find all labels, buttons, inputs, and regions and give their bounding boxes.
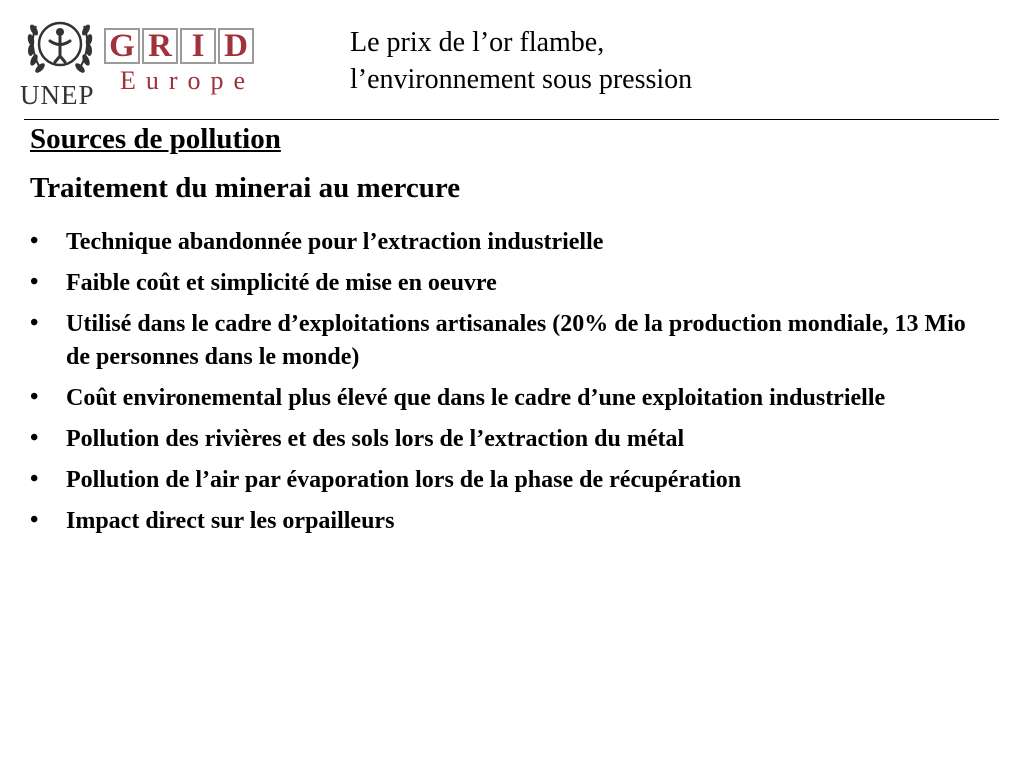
- bullet-glyph: •: [30, 384, 39, 410]
- bullet-item: [30, 226, 970, 259]
- grid-letter-i: I: [180, 28, 216, 64]
- header-divider: [24, 119, 999, 120]
- bullet-text: Faible coût et simplicité de mise en oeuvre: [66, 270, 497, 296]
- grid-letter-r: R: [142, 28, 178, 64]
- bullet-item: [30, 308, 970, 374]
- bullet-item: [30, 505, 970, 538]
- subheading: Traitement du minerai au mercure: [30, 172, 461, 204]
- bullet-glyph: •: [30, 310, 39, 336]
- grid-letter-boxes: [104, 28, 254, 64]
- bullet-item: [30, 267, 970, 300]
- slide-header: [0, 0, 1024, 120]
- bullet-text: Impact direct sur les orpailleurs: [66, 508, 395, 534]
- slide-title-line-1: Le prix de l’or flambe,: [350, 27, 605, 58]
- bullet-glyph: •: [30, 507, 39, 533]
- section-heading: Sources de pollution: [30, 123, 281, 155]
- bullet-item: [30, 464, 970, 497]
- unep-laurel-emblem-icon: [22, 12, 98, 84]
- slide-title-line-2: l’environnement sous pression: [350, 64, 693, 95]
- unep-wordmark: UNEP: [20, 80, 95, 110]
- bullet-glyph: •: [30, 269, 39, 295]
- bullet-item: [30, 423, 970, 456]
- grid-europe-subtitle: Europe: [120, 66, 256, 95]
- bullet-glyph: •: [30, 466, 39, 492]
- bullet-text: Coût environemental plus élevé que dans le cadre d’une exploitation industrielle: [66, 385, 886, 411]
- bullet-item: [30, 382, 970, 415]
- unep-logo: [16, 12, 104, 108]
- bullet-text: Pollution de l’air par évaporation lors de la phase de récupération: [66, 467, 742, 493]
- slide-title: [350, 24, 692, 98]
- grid-letter-g: G: [104, 28, 140, 64]
- grid-europe-logo: [104, 28, 279, 98]
- bullet-text: Pollution des rivières et des sols lors de l’extraction du métal: [66, 426, 685, 452]
- bullet-text: Technique abandonnée pour l’extraction industrielle: [66, 229, 604, 255]
- bullet-text: Utilisé dans le cadre d’exploitations artisanales (20% de la production mondiale, 13 Mio de personnes dans le monde): [66, 311, 966, 370]
- grid-letter-d: D: [218, 28, 254, 64]
- bullet-glyph: •: [30, 425, 39, 451]
- bullet-glyph: •: [30, 228, 39, 254]
- bullet-list: [30, 226, 970, 546]
